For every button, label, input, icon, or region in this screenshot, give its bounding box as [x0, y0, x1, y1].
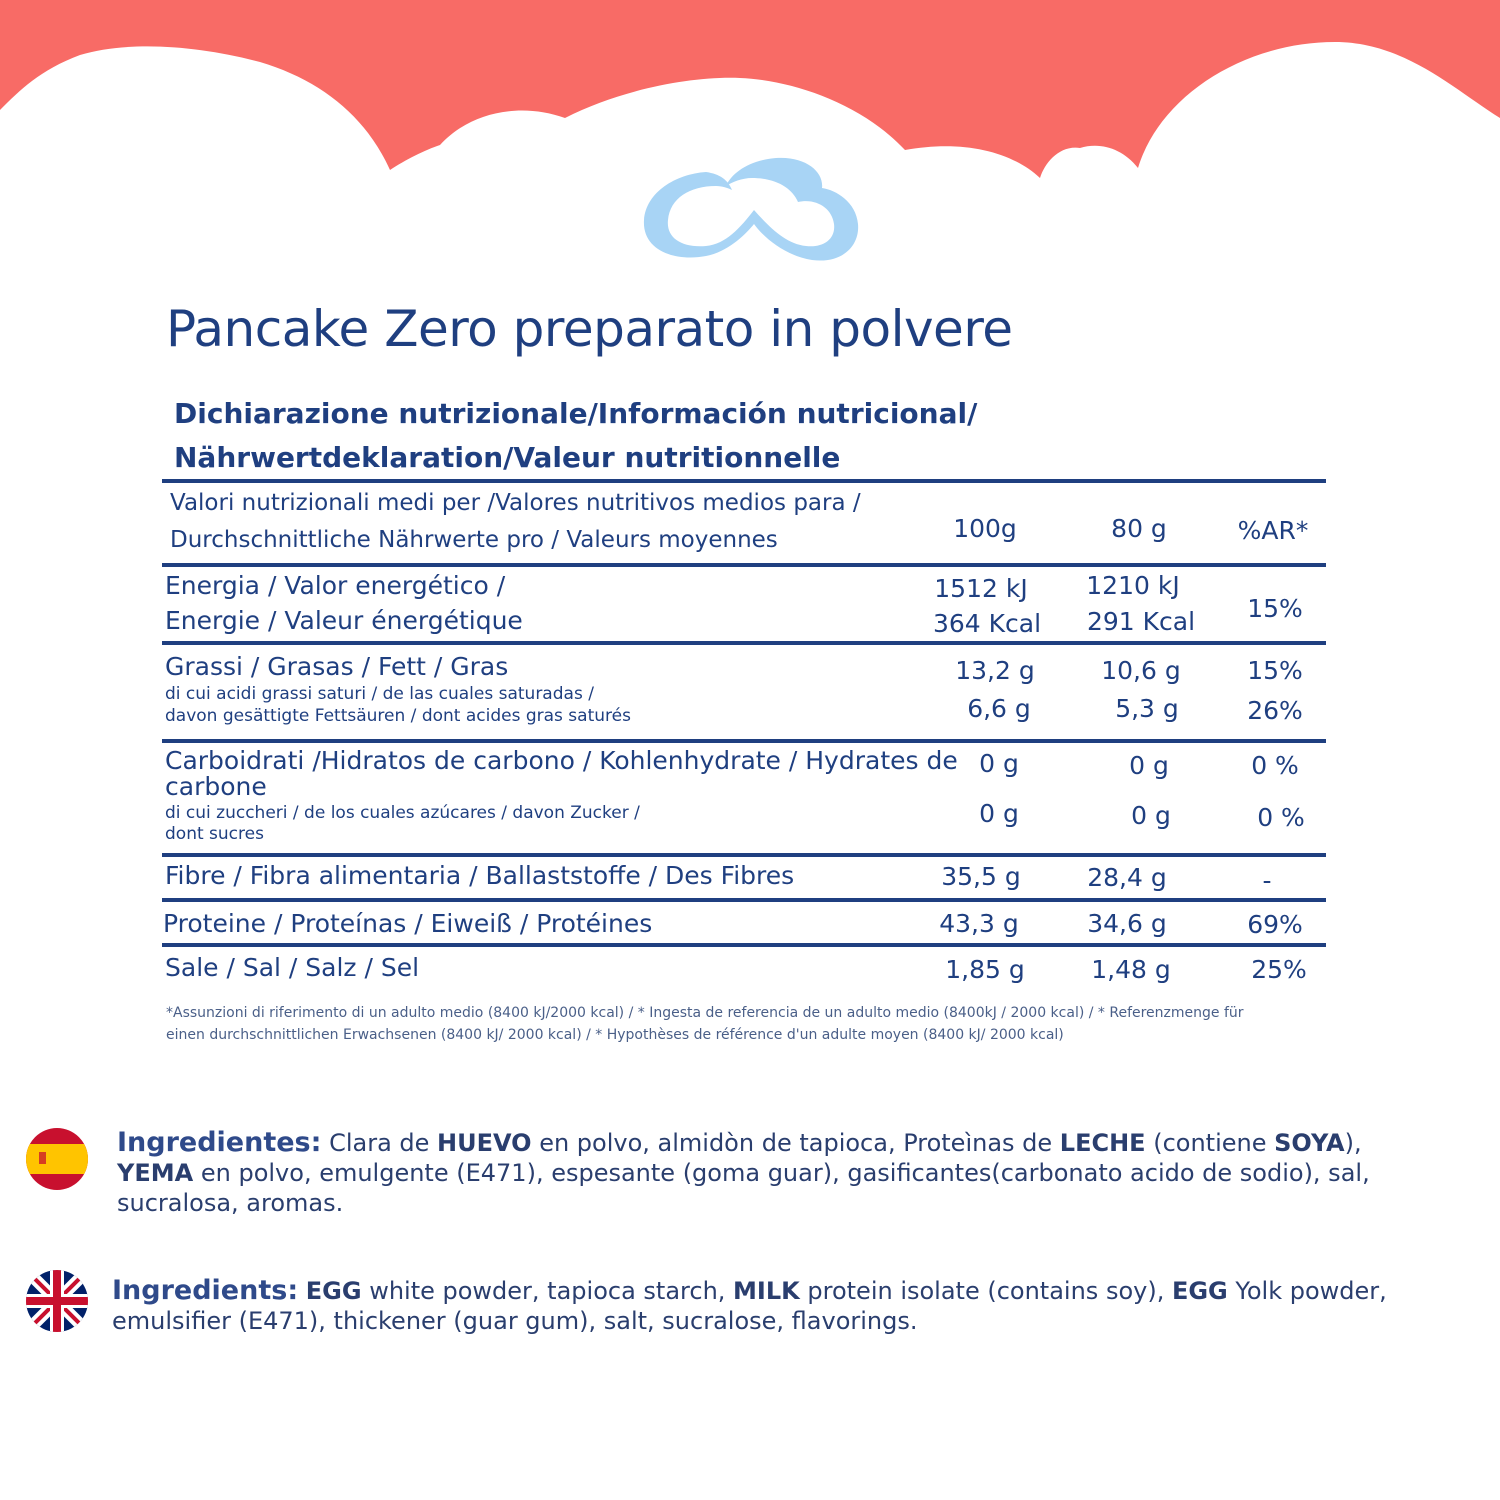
protein-80g: 34,6 g	[1087, 909, 1167, 938]
allergen-yema: YEMA	[117, 1159, 194, 1187]
allergen-leche: LECHE	[1059, 1129, 1146, 1157]
allergen-egg: EGG	[305, 1277, 362, 1305]
fat-label: Grassi / Grasas / Fett / Gras	[165, 652, 509, 681]
table-rule-fibre	[162, 898, 1326, 902]
energy-ar: 15%	[1247, 594, 1303, 623]
salt-100g: 1,85 g	[945, 955, 1025, 984]
ingredients-en-label: Ingredients:	[112, 1275, 299, 1306]
fibre-label: Fibre / Fibra alimentaria / Ballaststoffe / Des Fibres	[165, 861, 795, 890]
fibre-100g: 35,5 g	[941, 862, 1021, 891]
carbs-100g: 0 g	[979, 749, 1019, 778]
table-header-label-2: Durchschnittliche Nährwerte pro / Valeurs moyennes	[170, 527, 778, 553]
ingredients-en-text: Yolk powder, emulsifier (E471), thickener (guar gum), salt, sucralose, flavorings.	[112, 1277, 1387, 1335]
subtitle-line-1: Dichiarazione nutrizionale/Información nutricional/	[174, 397, 978, 430]
protein-ar: 69%	[1247, 910, 1303, 939]
fibre-80g: 28,4 g	[1087, 863, 1167, 892]
col-header-100g: 100g	[953, 514, 1017, 543]
fibre-ar: -	[1262, 866, 1272, 895]
table-rule-energy	[162, 641, 1326, 645]
fat-80g: 10,6 g	[1101, 656, 1181, 685]
table-header-label-1: Valori nutrizionali medi per /Valores nutritivos medios para /	[170, 490, 861, 516]
carbs-80g: 0 g	[1129, 751, 1169, 780]
fat-sat-ar: 26%	[1247, 696, 1303, 725]
ingredients-en-text: protein isolate (contains soy),	[799, 1277, 1172, 1305]
sugar-ar: 0 %	[1257, 803, 1305, 832]
carbs-label-1: Carboidrati /Hidratos de carbono / Kohlenhydrate / Hydrates de	[165, 746, 958, 775]
sugar-80g: 0 g	[1131, 801, 1171, 830]
nutrition-subtitle	[174, 392, 1074, 480]
salt-80g: 1,48 g	[1091, 955, 1171, 984]
sugar-label-1: di cui zuccheri / de los cuales azúcares / davon Zucker /	[165, 803, 640, 823]
product-title: Pancake Zero preparato in polvere	[166, 300, 1013, 358]
fat-100g: 13,2 g	[955, 656, 1035, 685]
allergen-huevo: HUEVO	[437, 1129, 532, 1157]
salt-ar: 25%	[1251, 955, 1307, 984]
carbs-ar: 0 %	[1251, 751, 1299, 780]
salt-label: Sale / Sal / Salz / Sel	[165, 953, 420, 982]
fat-sat-100g: 6,6 g	[967, 694, 1031, 723]
ingredients-es	[117, 1128, 1387, 1218]
protein-100g: 43,3 g	[939, 909, 1019, 938]
energy-100g-kj: 1512 kJ	[934, 574, 1028, 603]
carbs-label-2: carbone	[165, 772, 267, 801]
cloud-logo-icon	[636, 152, 864, 272]
protein-label: Proteine / Proteínas / Eiweiß / Protéines	[163, 909, 653, 938]
allergen-milk: MILK	[733, 1277, 800, 1305]
fat-ar: 15%	[1247, 656, 1303, 685]
ingredients-es-text: Clara de	[321, 1129, 438, 1157]
ingredients-en	[112, 1276, 1402, 1336]
ingredients-es-text: ),	[1344, 1129, 1362, 1157]
table-rule-top	[162, 479, 1326, 483]
footnote-line-1: *Assunzioni di riferimento di un adulto medio (8400 kJ/2000 kcal) / * Ingesta de referencia de un adulto medio (8400kJ / 2000 kcal) / * Referenzmenge für	[166, 1005, 1244, 1021]
ingredients-es-text: (contiene	[1145, 1129, 1275, 1157]
energy-label-2: Energie / Valeur énergétique	[165, 606, 523, 635]
spain-flag-icon	[26, 1128, 88, 1190]
energy-label-1: Energia / Valor energético /	[165, 571, 506, 600]
table-rule-header	[162, 563, 1326, 567]
ingredients-es-label: Ingredientes:	[117, 1127, 322, 1158]
col-header-80g: 80 g	[1111, 514, 1167, 543]
energy-100g-kcal: 364 Kcal	[932, 609, 1042, 638]
sugar-label-2: dont sucres	[165, 824, 264, 844]
allergen-soya: SOYA	[1274, 1129, 1345, 1157]
ingredients-en-text: white powder, tapioca starch,	[361, 1277, 734, 1305]
energy-80g-kcal: 291 Kcal	[1086, 607, 1196, 636]
footnote-line-2: einen durchschnittlichen Erwachsenen (8400 kJ/ 2000 kcal) / * Hypothèses de référence d'un adulte moyen (8400 kJ/ 2000 kcal)	[166, 1027, 1064, 1043]
table-rule-carbs	[162, 853, 1326, 857]
table-rule-fat	[162, 739, 1326, 743]
subtitle-line-2: Nährwertdeklaration/Valeur nutritionnelle	[174, 441, 841, 474]
ingredients-es-text: en polvo, emulgente (E471), espesante (goma guar), gasificantes(carbonato acido de sodio), sal, sucralosa, aromas.	[117, 1159, 1370, 1217]
col-header-ar: %AR*	[1237, 516, 1309, 545]
sugar-100g: 0 g	[979, 799, 1019, 828]
fat-sat-label-1: di cui acidi grassi saturi / de las cuales saturadas /	[165, 684, 594, 704]
uk-flag-icon	[26, 1270, 88, 1332]
table-rule-protein	[162, 943, 1326, 947]
ingredients-es-text: en polvo, almidòn de tapioca, Proteìnas de	[531, 1129, 1060, 1157]
allergen-egg-yolk: EGG	[1171, 1277, 1228, 1305]
reference-intake-footnote	[166, 1002, 1336, 1046]
fat-sat-80g: 5,3 g	[1115, 694, 1179, 723]
energy-80g-kj: 1210 kJ	[1086, 571, 1180, 600]
fat-sat-label-2: davon gesättigte Fettsäuren / dont acides gras saturés	[165, 706, 631, 726]
ingredients-en-text	[298, 1277, 306, 1305]
